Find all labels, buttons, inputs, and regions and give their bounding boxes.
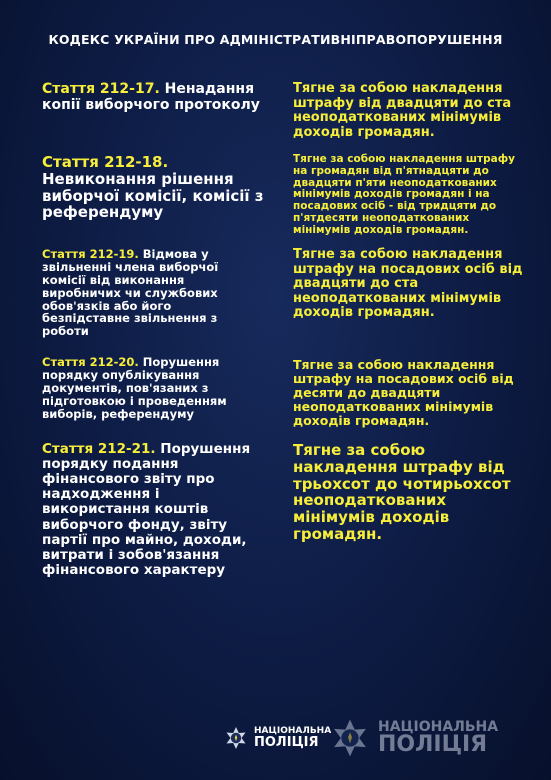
penalty-text: Тягне за собою накладення штрафу на посадових осіб від десяти до двадцяти неоподаткованих мінімумів доходів громадян.	[293, 357, 514, 428]
police-star-badge-icon	[224, 726, 248, 750]
penalty-text: Тягне за собою накладення штрафу від двадцяти до ста неоподаткованих мінімумів доходів громадян.	[293, 81, 512, 140]
violation-text	[42, 154, 280, 221]
violation-description: Ненадання копії виборчого протоколу	[42, 81, 260, 113]
article-number: Стаття 212-20.	[42, 355, 139, 369]
penalty-text: Тягне за собою накладення штрафу від трьохсот до чотирьохсот неоподаткованих мінімумів доходів громадян.	[293, 441, 511, 543]
violation-description: Порушення порядку опублікування документів, пов'язаних з підготовкою і проведенням виборів, референдуму	[42, 355, 227, 421]
article-number: Стаття 212-21.	[42, 441, 156, 457]
violation-text	[42, 356, 247, 420]
article-number: Стаття 212-17.	[42, 81, 160, 97]
brand-line-1: НАЦІОНАЛЬНА	[254, 726, 332, 736]
brand-line-2: ПОЛІЦІЯ	[378, 732, 488, 757]
police-logo-small	[224, 726, 331, 750]
article-number: Стаття 212-18.	[42, 153, 169, 171]
penalty-text: Тягне за собою накладення штрафу на громадян від п'ятнадцяти до двадцяти п'яти неоподаткованих мінімумів доходів громадян і на посадових осіб - від тридцяти до п'ятдесяти неоподаткованих мінімумів доходів громадян.	[293, 153, 515, 236]
police-brand-text	[254, 727, 331, 749]
violation-description: Невиконання рішення виборчої комісії, комісії з референдуму	[42, 169, 264, 222]
violation-text	[42, 82, 277, 113]
page-title: КОДЕКС УКРАЇНИ ПРО АДМІНІСТРАТИВНІПРАВОПОРУШЕННЯ	[48, 32, 503, 47]
brand-line-1: НАЦІОНАЛЬНА	[378, 719, 499, 735]
violation-text	[42, 442, 257, 578]
brand-line-2: ПОЛІЦІЯ	[254, 735, 319, 750]
violation-text	[42, 248, 254, 338]
penalty-text: Тягне за собою накладення штрафу на посадових осіб від двадцяти до ста неоподаткованих мінімумів доходів громадян.	[293, 247, 523, 321]
violation-description: Порушення порядку подання фінансового звіту про надходження і використання коштів виборчого фонду, звіту партії про майно, доходи, витрати і зобов'язання фінансового характеру	[42, 441, 251, 578]
police-brand-text	[378, 720, 498, 756]
police-star-badge-icon	[330, 718, 370, 758]
police-logo-watermark	[330, 718, 498, 758]
article-number: Стаття 212-19.	[42, 247, 139, 261]
violation-description: Відмова у звільненні члена виборчої комісії від виконання виробничих чи службових обов'язків або його безпідставне звільнення з роботи	[42, 247, 219, 339]
